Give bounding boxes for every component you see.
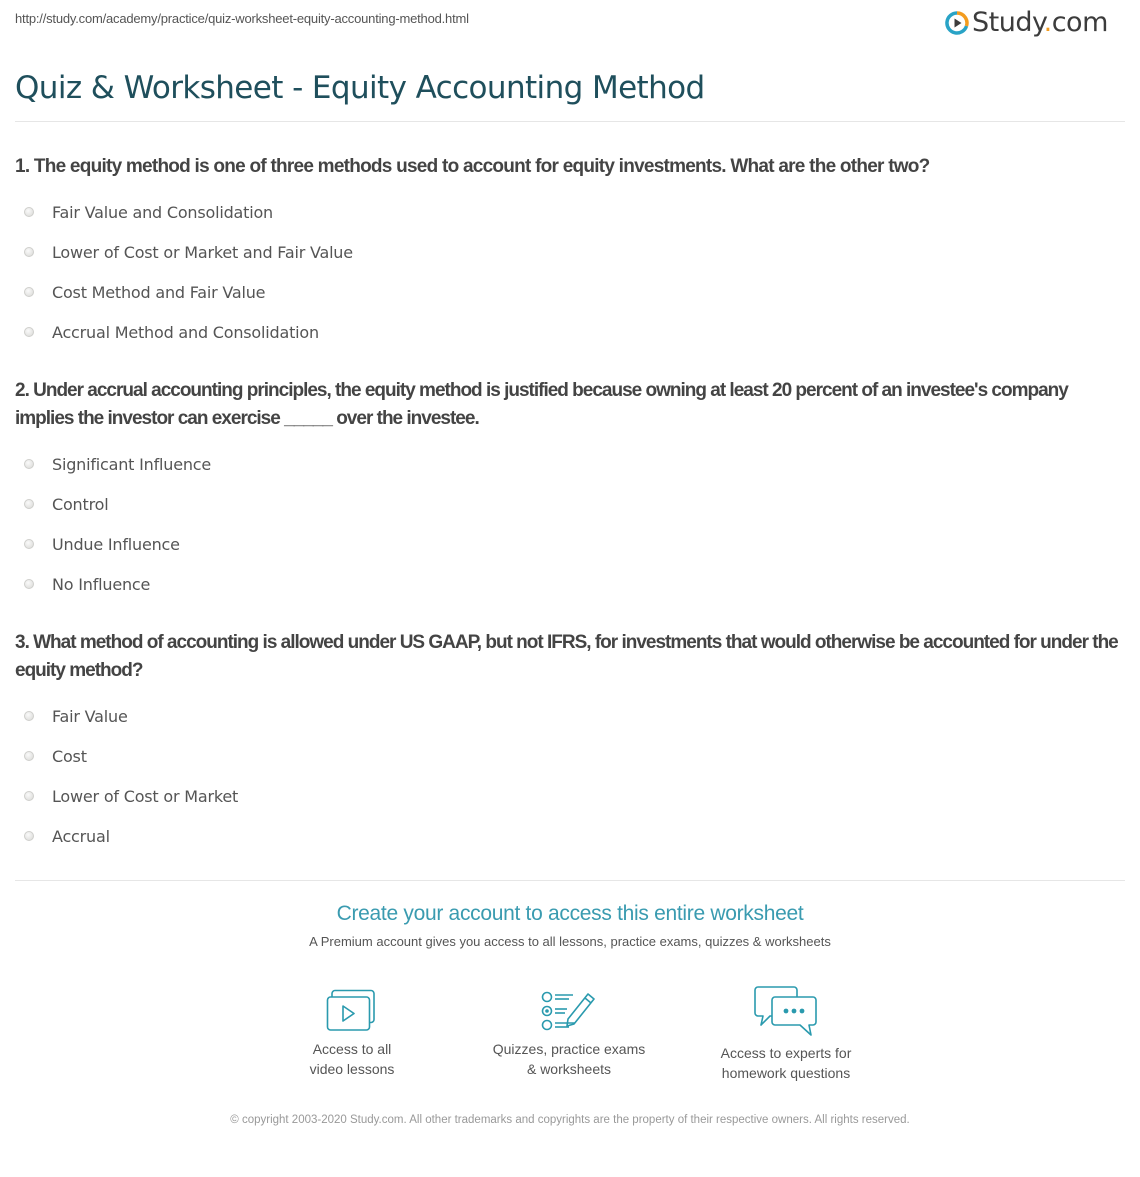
chat-bubbles-icon [754,985,818,1037]
answer-options [15,444,1125,604]
radio-button[interactable] [24,327,34,337]
feature-label: Access to experts for homework questions [720,1045,852,1081]
page-title: Quiz & Worksheet - Equity Accounting Method [15,70,705,106]
option-label: Undue Influence [52,534,180,554]
answer-options [15,696,1125,856]
question-1 [15,153,1125,352]
option-label: Accrual [52,826,110,846]
answer-option[interactable] [15,312,1125,352]
radio-button[interactable] [24,711,34,721]
radio-button[interactable] [24,751,34,761]
page-url: http://study.com/academy/practice/quiz-worksheet-equity-accounting-method.html [15,11,469,26]
feature-label: Quizzes, practice exams & worksheets [492,1041,646,1077]
answer-option[interactable] [15,696,1125,736]
answer-option[interactable] [15,564,1125,604]
option-label: Lower of Cost or Market [52,786,239,806]
option-label: No Influence [52,574,151,594]
question-text: 1. The equity method is one of three methods used to account for equity investments. What are the other two? [15,156,930,177]
answer-option[interactable] [15,816,1125,856]
answer-options [15,192,1125,352]
radio-button[interactable] [24,287,34,297]
cta-title-link[interactable]: Create your account to access this entire worksheet [336,902,804,925]
answer-option[interactable] [15,192,1125,232]
cta-subtitle: A Premium account gives you access to all lessons, practice exams, quizzes & worksheets [309,934,831,949]
study-logo[interactable] [945,8,1108,38]
radio-button[interactable] [24,579,34,589]
feature-quizzes [469,985,669,1079]
play-circle-icon [945,11,969,35]
answer-option[interactable] [15,232,1125,272]
feature-video-lessons [252,985,452,1079]
radio-button[interactable] [24,247,34,257]
option-label: Significant Influence [52,454,212,474]
feature-label: Access to all video lessons [309,1041,395,1077]
answer-option[interactable] [15,444,1125,484]
question-text: 3. What method of accounting is allowed under US GAAP, but not IFRS, for investments that would otherwise be accounted for under the equity method? [15,632,1118,681]
option-label: Accrual Method and Consolidation [52,322,319,342]
option-label: Cost [52,746,87,766]
option-label: Lower of Cost or Market and Fair Value [52,242,353,262]
radio-button[interactable] [24,539,34,549]
radio-button[interactable] [24,791,34,801]
feature-experts [686,985,886,1083]
question-3 [15,629,1125,856]
option-label: Cost Method and Fair Value [52,282,266,302]
option-label: Fair Value [52,706,128,726]
option-label: Fair Value and Consolidation [52,202,273,222]
question-text: 2. Under accrual accounting principles, the equity method is justified because owning at least 20 percent of an investee's company implies the investor can exercise _____ over the investee. [15,380,1068,429]
radio-button[interactable] [24,459,34,469]
video-lessons-icon [326,989,378,1033]
copyright-notice: © copyright 2003-2020 Study.com. All other trademarks and copyrights are the property of their respective owners. All rights reserved. [230,1114,910,1126]
radio-button[interactable] [24,207,34,217]
logo-name: Study [972,7,1044,38]
answer-option[interactable] [15,524,1125,564]
radio-button[interactable] [24,831,34,841]
option-label: Control [52,494,109,514]
title-divider [15,121,1125,122]
answer-option[interactable] [15,776,1125,816]
answer-option[interactable] [15,736,1125,776]
answer-option[interactable] [15,484,1125,524]
logo-suffix: com [1051,7,1108,38]
answer-option[interactable] [15,272,1125,312]
quiz-checklist-icon [541,989,597,1033]
section-divider [15,880,1125,881]
question-2 [15,377,1125,604]
logo-dot: . [1043,7,1052,38]
radio-button[interactable] [24,499,34,509]
